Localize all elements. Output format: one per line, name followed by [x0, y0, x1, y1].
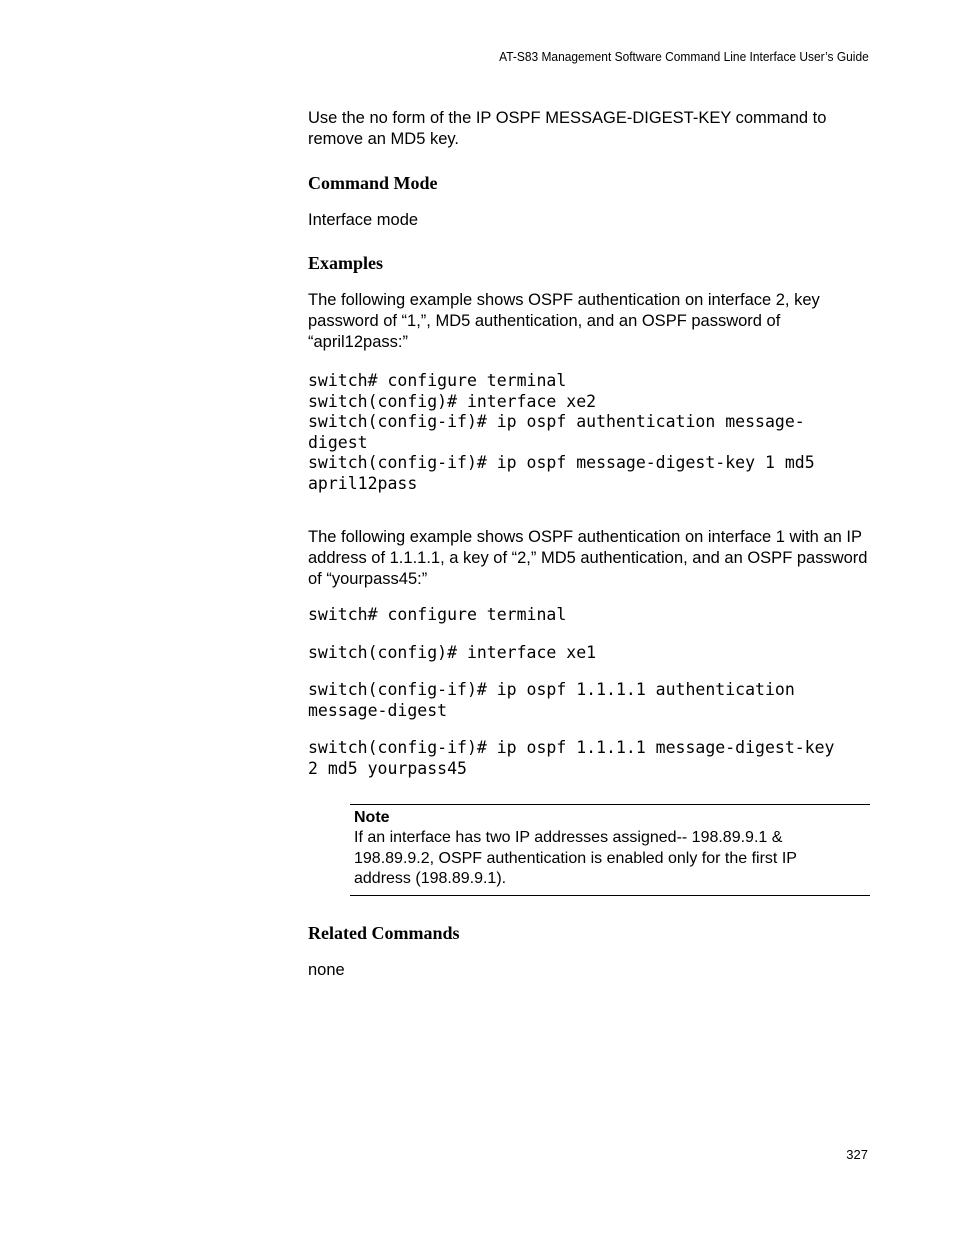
example2-code-block1 [308, 605, 873, 626]
code-line: switch(config-if)# ip ospf 1.1.1.1 authentication [308, 680, 795, 699]
related-commands-heading: Related Commands [308, 923, 460, 943]
code-line: switch# configure terminal [308, 371, 567, 390]
example1-description: The following example shows OSPF authentication on interface 2, key password of “1,”, MD5 authentication, and an OSPF password of “april12pass:” [308, 291, 820, 351]
page-number: 327 [846, 1147, 868, 1162]
code-line: message-digest [308, 700, 448, 720]
example2-code-block2 [308, 643, 873, 664]
related-commands-text: none [308, 961, 345, 979]
note-title: Note [354, 809, 390, 826]
code-line: 2 md5 yourpass45 [308, 758, 467, 778]
example2-code-block4 [308, 738, 873, 779]
related-section [308, 922, 873, 981]
note-text: If an interface has two IP addresses assigned-- 198.89.9.1 & 198.89.9.2, OSPF authentication is enabled only for the first IP address (198.89.9.1). [354, 829, 797, 887]
code-line: switch# configure terminal [308, 605, 567, 624]
code-line: april12pass [308, 473, 418, 493]
code-line: switch(config)# interface xe2 [308, 391, 597, 411]
code-line: switch(config-if)# ip ospf 1.1.1.1 message-digest-key [308, 738, 835, 757]
main-content [308, 108, 873, 779]
example1-code [308, 371, 873, 494]
code-line: switch(config-if)# ip ospf message-digest-key 1 md5 [308, 453, 815, 472]
code-line: switch(config)# interface xe1 [308, 642, 597, 662]
example2-description: The following example shows OSPF authentication on interface 1 with an IP address of 1.1.1.1, a key of “2,” MD5 authentication, and an OSPF password of “yourpass45:” [308, 528, 868, 588]
running-header: AT-S83 Management Software Command Line Interface User’s Guide [499, 49, 869, 64]
note-box [350, 804, 870, 896]
command-mode-heading: Command Mode [308, 173, 438, 193]
code-line: digest [308, 432, 368, 452]
example2-code-block3 [308, 680, 873, 721]
intro-paragraph: Use the no form of the IP OSPF MESSAGE-DIGEST-KEY command to remove an MD5 key. [308, 109, 827, 148]
command-mode-text: Interface mode [308, 211, 419, 229]
code-line: switch(config-if)# ip ospf authentication message- [308, 412, 805, 431]
examples-heading: Examples [308, 253, 384, 273]
